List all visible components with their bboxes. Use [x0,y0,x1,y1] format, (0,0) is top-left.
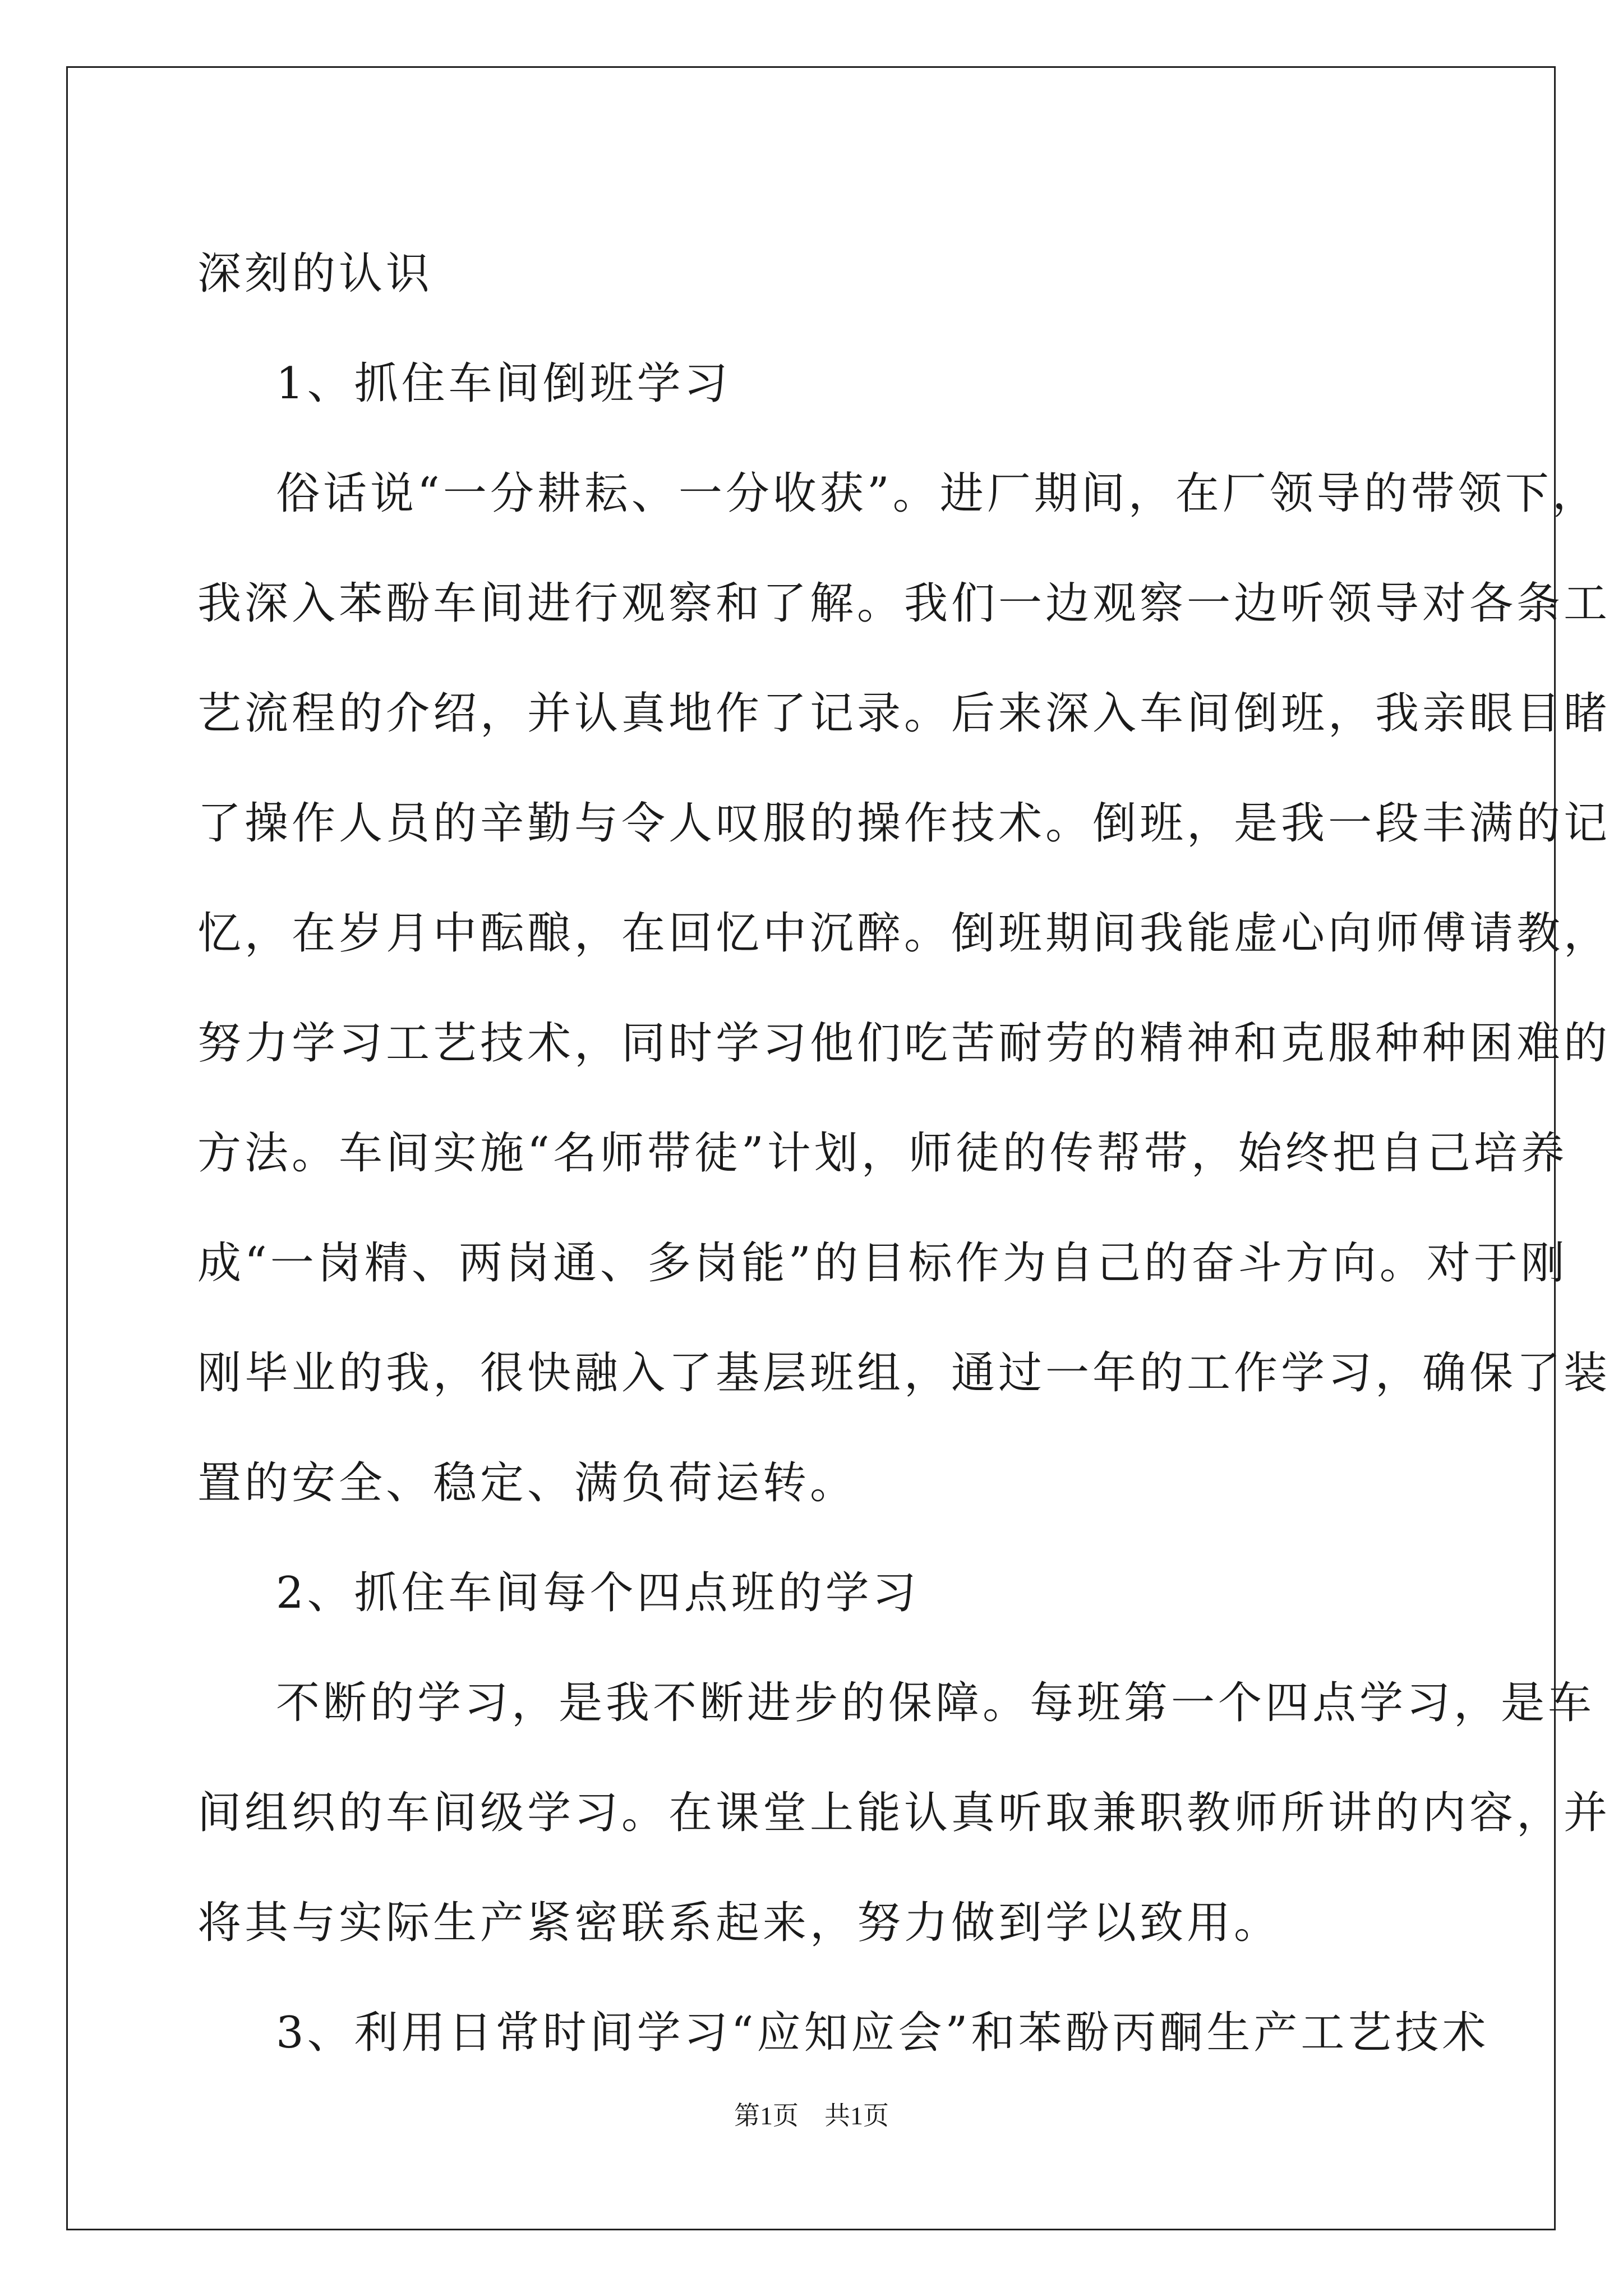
paragraph-line: 成“一岗精、两岗通、多岗能”的目标作为自己的奋斗方向。对于刚 [197,1238,1568,1289]
paragraph-line: 刚毕业的我，很快融入了基层班组，通过一年的工作学习，确保了装 [197,1348,1611,1398]
section-heading: 2、抓住车间每个四点班的学习 [276,1568,920,1618]
paragraph-line: 艺流程的介绍，并认真地作了记录。后来深入车间倒班，我亲眼目睹 [197,688,1611,739]
text-line: 深刻的认识 [197,249,434,299]
section-heading: 3、利用日常时间学习“应知应会”和苯酚丙酮生产工艺技术 [276,2008,1490,2058]
page-number-footer: 第1页 共1页 [734,2101,889,2130]
paragraph-line: 间组织的车间级学习。在课堂上能认真听取兼职教师所讲的内容，并 [197,1788,1611,1838]
paragraph-line: 了操作人员的辛勤与令人叹服的操作技术。倒班，是我一段丰满的记 [197,798,1611,849]
section-heading: 1、抓住车间倒班学习 [276,358,731,409]
document-body [197,219,1611,2088]
paragraph-line: 置的安全、稳定、满负荷运转。 [197,1458,857,1508]
paragraph-line: 俗话说“一分耕耘、一分收获”。进厂期间，在厂领导的带领下， [276,468,1599,519]
paragraph-line: 方法。车间实施“名师带徒”计划，师徒的传帮带，始终把自己培养 [197,1128,1568,1179]
paragraph-line: 将其与实际生产紧密联系起来，努力做到学以致用。 [197,1898,1281,1948]
paragraph-line: 不断的学习，是我不断进步的保障。每班第一个四点学习，是车 [276,1678,1596,1728]
paragraph-line: 忆，在岁月中酝酿，在回忆中沉醉。倒班期间我能虚心向师傅请教， [197,908,1611,959]
paragraph-line: 努力学习工艺技术，同时学习他们吃苦耐劳的精神和克服种种困难的 [197,1018,1611,1069]
paragraph-line: 我深入苯酚车间进行观察和了解。我们一边观察一边听领导对各条工 [197,578,1611,629]
